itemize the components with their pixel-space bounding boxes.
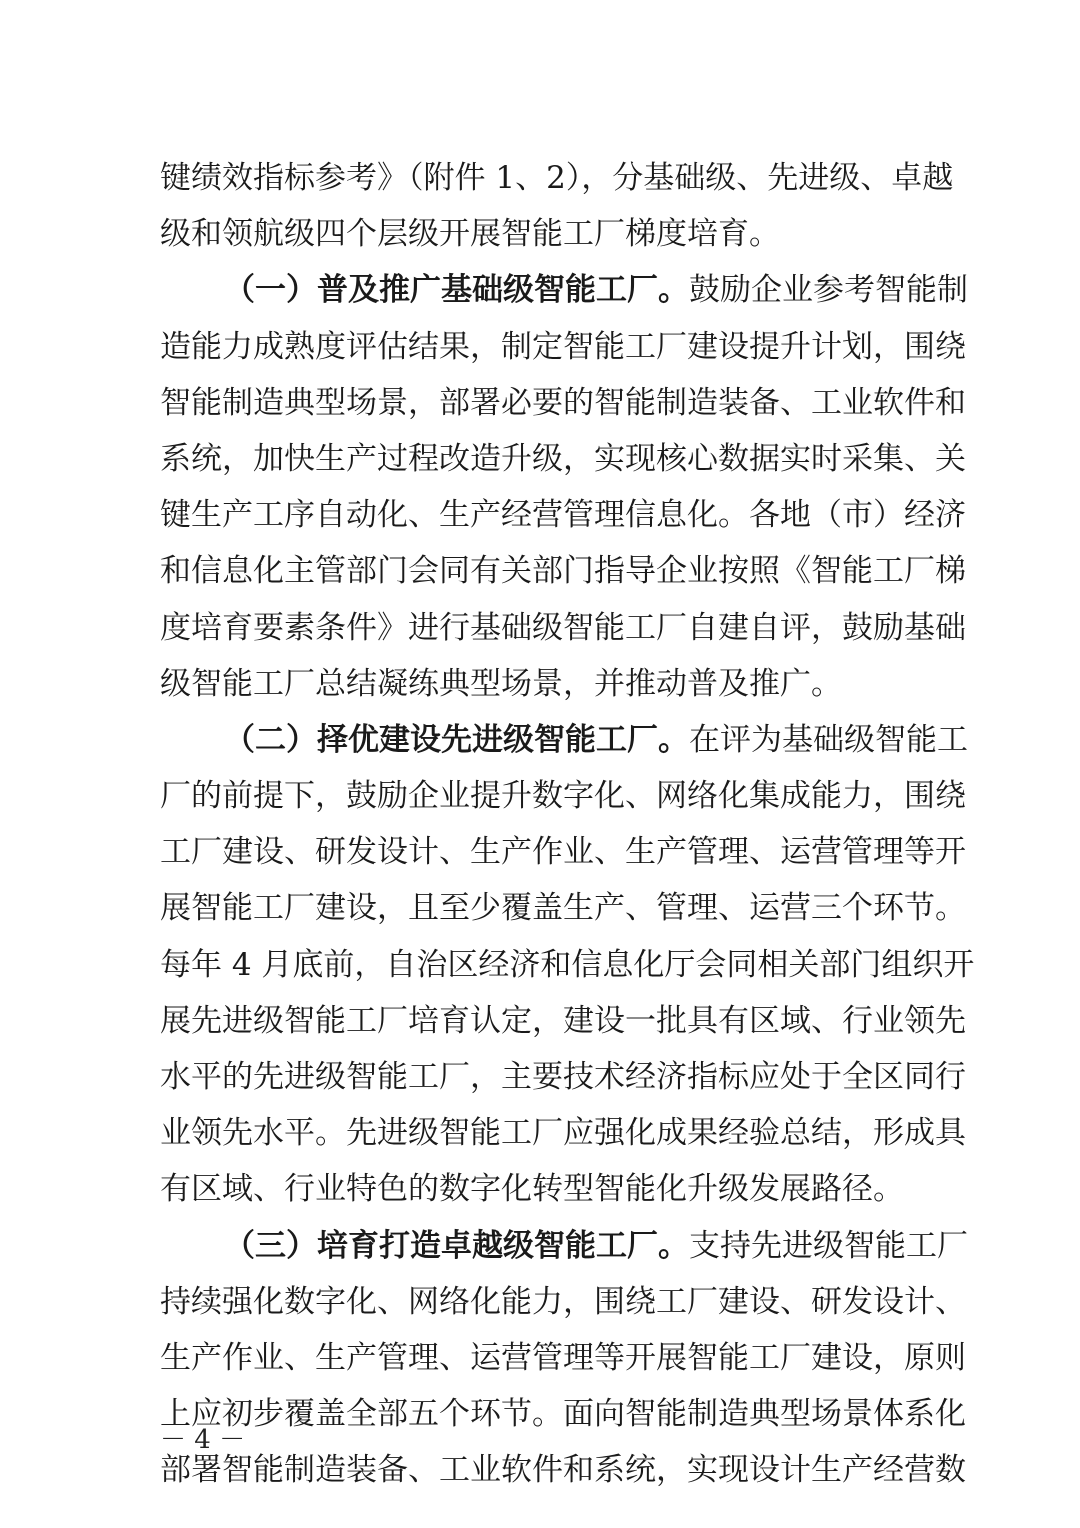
page-number: － 4 － [160, 1425, 246, 1455]
section-3-first-line-text: 支持先进级智能工厂 [689, 1227, 968, 1264]
text-line: 工厂建设、研发设计、生产作业、生产管理、运营管理等开 [160, 834, 966, 871]
text-line: 造能力成熟度评估结果，制定智能工厂建设提升计划，围绕 [160, 328, 966, 365]
section-2-first-line-text: 在评为基础级智能工 [689, 721, 968, 758]
text-line: 每年 4 月底前，自治区经济和信息化厅会同相关部门组织开 [160, 946, 975, 983]
text-line: 展智能工厂建设，且至少覆盖生产、管理、运营三个环节。 [160, 890, 966, 927]
text-line: 有区域、行业特色的数字化转型智能化升级发展路径。 [160, 1171, 904, 1208]
section-1-first-line-text: 鼓励企业参考智能制 [689, 272, 968, 309]
section-1-first-line [160, 262, 968, 318]
text-line: 业领先水平。先进级智能工厂应强化成果经验总结，形成具 [160, 1115, 966, 1152]
text-line: 键生产工序自动化、生产经营管理信息化。各地（市）经济 [160, 497, 966, 534]
text-line: 部署智能制造装备、工业软件和系统，实现设计生产经营数 [160, 1452, 966, 1489]
text-line: 度培育要素条件》进行基础级智能工厂自建自评，鼓励基础 [160, 609, 966, 646]
text-line: 系统，加快生产过程改造升级，实现核心数据实时采集、关 [160, 440, 966, 477]
text-line: 生产作业、生产管理、运营管理等开展智能工厂建设，原则 [160, 1339, 966, 1376]
text-line: 厂的前提下，鼓励企业提升数字化、网络化集成能力，围绕 [160, 778, 966, 815]
text-line: 级和领航级四个层级开展智能工厂梯度培育。 [160, 216, 780, 253]
text-line: 展先进级智能工厂培育认定，建设一批具有区域、行业领先 [160, 1002, 966, 1039]
text-line: 持续强化数字化、网络化能力，围绕工厂建设、研发设计、 [160, 1283, 966, 1320]
section-2-heading: （二）择优建设先进级智能工厂。 [224, 721, 689, 758]
text-line: 水平的先进级智能工厂，主要技术经济指标应处于全区同行 [160, 1059, 966, 1095]
text-line: 和信息化主管部门会同有关部门指导企业按照《智能工厂梯 [160, 553, 966, 590]
text-line: 键绩效指标参考》（附件 1、2），分基础级、先进级、卓越 [160, 160, 954, 196]
text-line: 智能制造典型场景，部署必要的智能制造装备、工业软件和 [160, 384, 966, 421]
section-3-first-line [160, 1218, 968, 1274]
section-2-first-line [160, 712, 968, 768]
text-line: 级智能工厂总结凝练典型场景，并推动普及推广。 [160, 665, 842, 702]
section-3-heading: （三）培育打造卓越级智能工厂。 [224, 1227, 689, 1264]
body-text [160, 150, 975, 1499]
section-1-heading: （一）普及推广基础级智能工厂。 [224, 272, 689, 309]
text-line: 上应初步覆盖全部五个环节。面向智能制造典型场景体系化 [160, 1396, 966, 1433]
